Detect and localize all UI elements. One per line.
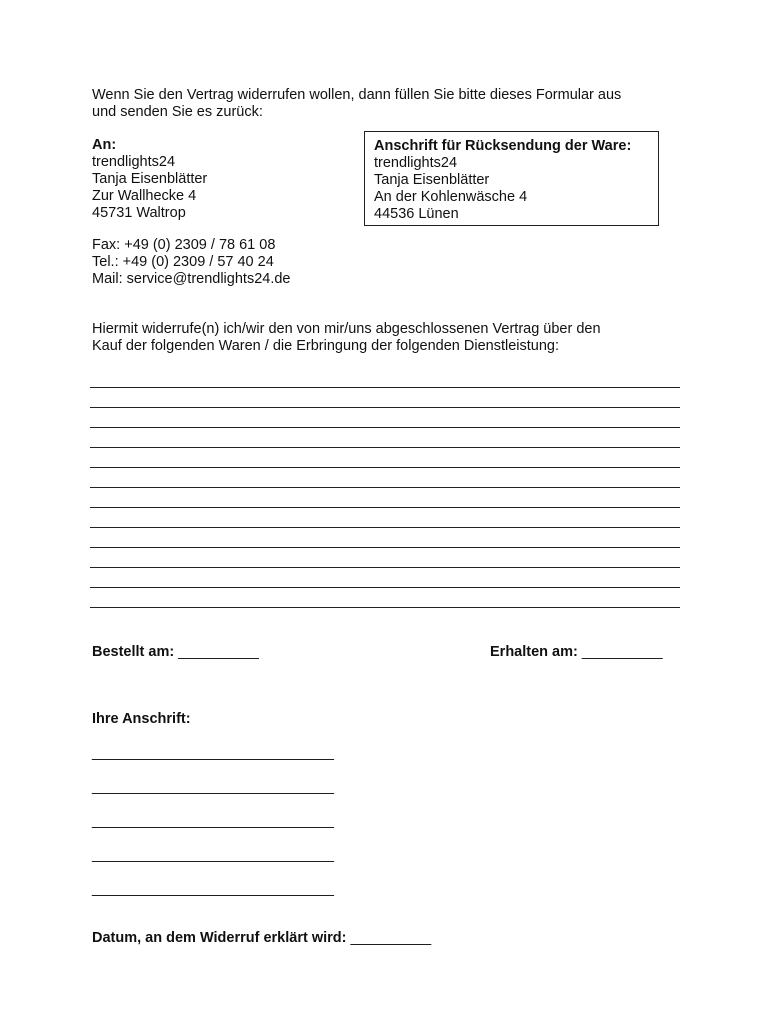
goods-entry-line[interactable] [90, 427, 680, 428]
goods-entry-line[interactable] [90, 587, 680, 588]
declaration-date-label: Datum, an dem Widerruf erklärt wird: [92, 930, 347, 946]
ordered-blank[interactable]: __________ [178, 644, 259, 660]
received-blank[interactable]: __________ [581, 644, 663, 660]
goods-entry-line[interactable] [90, 407, 680, 408]
goods-entry-line[interactable] [90, 527, 680, 528]
intro-line-1: Wenn Sie den Vertrag widerrufen wollen, dann füllen Sie bitte dieses Formular aus [92, 87, 622, 103]
return-address-line: trendlights24 [374, 155, 458, 171]
return-address-heading: Anschrift für Rücksendung der Ware: [374, 138, 632, 154]
return-address-line: An der Kohlenwäsche 4 [374, 189, 528, 205]
email-address: Mail: service@trendlights24.de [92, 271, 291, 287]
recipient-heading: An: [92, 137, 117, 153]
phone-number: Tel.: +49 (0) 2309 / 57 40 24 [92, 254, 274, 270]
your-address-line[interactable]: ______________________________ [92, 745, 334, 761]
ordered-date-field[interactable] [92, 644, 259, 660]
declaration-date-blank[interactable]: __________ [350, 930, 432, 946]
intro-line-2: und senden Sie es zurück: [92, 104, 263, 120]
return-address-line: 44536 Lünen [374, 206, 459, 222]
your-address-line[interactable]: ______________________________ [92, 779, 334, 795]
your-address-label: Ihre Anschrift: [92, 711, 191, 727]
declaration-date-field[interactable] [92, 930, 431, 946]
contact-info [92, 237, 290, 288]
recipient-line: 45731 Waltrop [92, 205, 186, 221]
your-address-line[interactable]: ______________________________ [92, 847, 334, 863]
goods-entry-line[interactable] [90, 507, 680, 508]
return-address-line: Tanja Eisenblätter [374, 172, 490, 188]
ordered-label: Bestellt am: [92, 644, 175, 660]
goods-entry-line[interactable] [90, 567, 680, 568]
goods-entry-line[interactable] [90, 487, 680, 488]
withdrawal-statement [92, 321, 692, 355]
your-address-line[interactable]: ______________________________ [92, 881, 334, 897]
goods-entry-line[interactable] [90, 467, 680, 468]
received-label: Erhalten am: [490, 644, 578, 660]
statement-line-2: Kauf der folgenden Waren / die Erbringung der folgenden Dienstleistung: [92, 338, 559, 354]
goods-entry-line[interactable] [90, 447, 680, 448]
statement-line-1: Hiermit widerrufe(n) ich/wir den von mir/uns abgeschlossenen Vertrag über den [92, 321, 601, 337]
received-date-field[interactable] [490, 644, 663, 660]
fax-number: Fax: +49 (0) 2309 / 78 61 08 [92, 237, 276, 253]
goods-entry-line[interactable] [90, 387, 680, 388]
goods-entry-line[interactable] [90, 607, 680, 608]
recipient-line: Zur Wallhecke 4 [92, 188, 197, 204]
recipient-line: Tanja Eisenblätter [92, 171, 208, 187]
goods-entry-line[interactable] [90, 547, 680, 548]
intro-text [92, 87, 692, 121]
recipient-line: trendlights24 [92, 154, 176, 170]
recipient-address [92, 137, 207, 222]
your-address-line[interactable]: ______________________________ [92, 813, 334, 829]
return-address-box [364, 131, 659, 226]
